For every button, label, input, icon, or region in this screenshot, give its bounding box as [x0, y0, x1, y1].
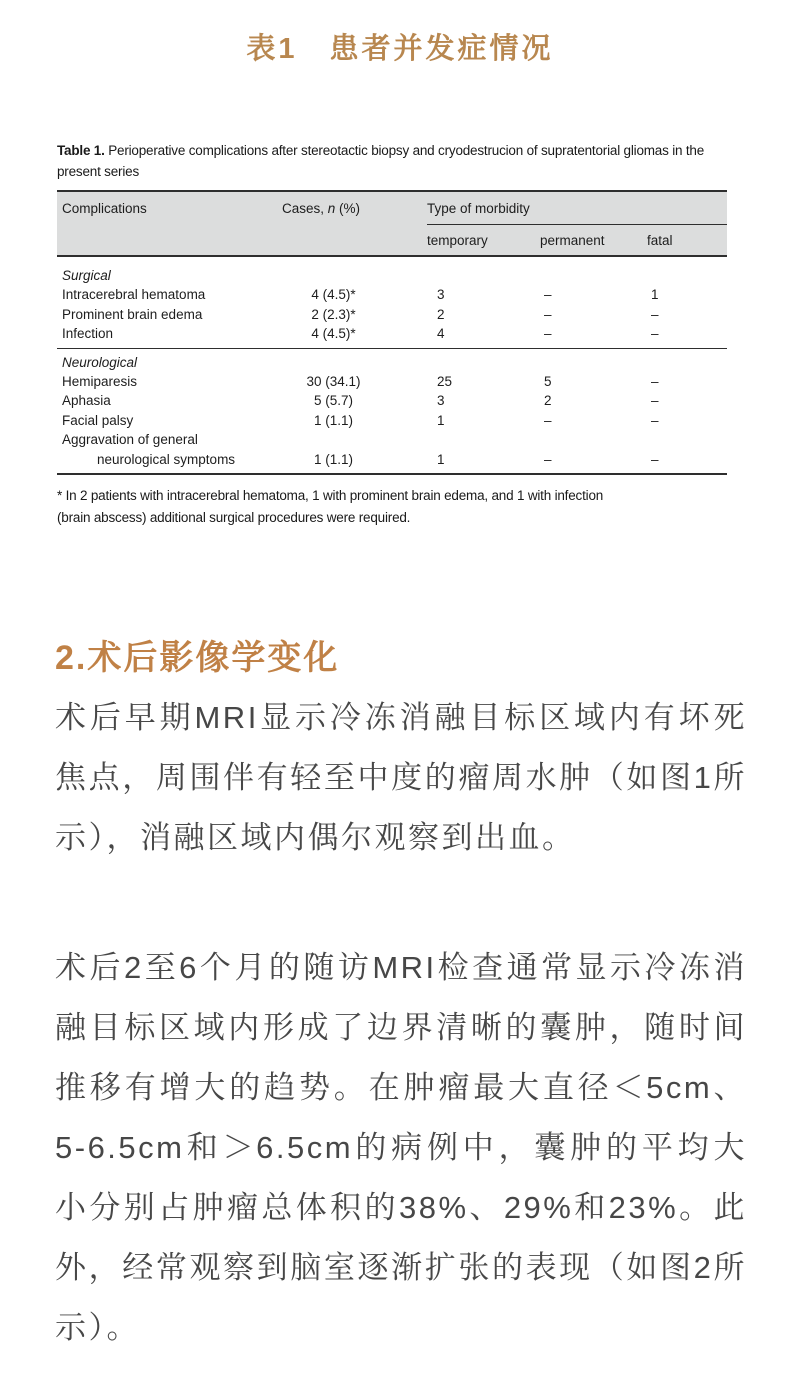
complications-table [57, 190, 727, 475]
row-label: Intracerebral hematoma [62, 287, 206, 303]
cell-permanent: 2 [544, 393, 552, 409]
cell-temporary: 4 [437, 326, 445, 342]
table-row [57, 430, 727, 449]
cell-cases: 5 (5.7) [313, 393, 354, 409]
cell-fatal: – [651, 326, 659, 342]
page-title: 表1 患者并发症情况 [246, 33, 554, 65]
section-label-neurological: Neurological [62, 354, 138, 370]
cell-cases: 1 (1.1) [313, 451, 354, 467]
table-row [57, 391, 727, 410]
footnote-line1: * In 2 patients with intracerebral hematoma, 1 with prominent brain edema, and 1 with infection [57, 488, 604, 504]
cell-permanent: – [544, 306, 552, 322]
table-row [57, 411, 727, 430]
cell-fatal: – [651, 393, 659, 409]
cell-fatal: – [651, 306, 659, 322]
cell-cases: 4 (4.5)* [311, 287, 356, 303]
table-header-row-main [57, 192, 727, 225]
col-header-fatal: fatal [647, 232, 673, 248]
cell-temporary: 1 [437, 451, 445, 467]
cell-permanent: – [544, 287, 552, 303]
table-row [57, 305, 727, 324]
row-label: Infection [62, 326, 114, 342]
cell-temporary: 3 [437, 287, 445, 303]
table-row [57, 285, 727, 304]
cell-cases: 4 (4.5)* [311, 326, 356, 342]
cell-fatal: – [651, 374, 659, 390]
table1-figure [57, 140, 727, 528]
cell-permanent: 5 [544, 374, 552, 390]
footnote-line2: (brain abscess) additional surgical procedures were required. [57, 509, 411, 525]
table-header-row-sub [57, 225, 727, 255]
cell-temporary: 1 [437, 412, 445, 428]
row-label: Hemiparesis [62, 374, 138, 390]
section-divider [57, 348, 727, 349]
cell-temporary: 25 [437, 374, 453, 390]
table-header [57, 190, 727, 257]
table-caption-text: Perioperative complications after stereotactic biopsy and cryodestrucion of supratentorial gliomas in the present series [57, 143, 705, 179]
cell-permanent: – [544, 412, 552, 428]
cell-fatal: – [651, 451, 659, 467]
table-caption-label: Table 1. [57, 143, 105, 158]
cell-cases: 1 (1.1) [313, 412, 354, 428]
paragraph-2: 术后2至6个月的随访MRI检查通常显示冷冻消融目标区域内形成了边界清晰的囊肿，随时间推移有增大的趋势。在肿瘤最大直径＜5cm、5-6.5cm和＞6.5cm的病例中，囊肿的平均大小分别占肿瘤总体积的38%、29%和23%。此外，经常观察到脑室逐渐扩张的表现（如图2所示）。 [55, 950, 747, 1346]
cell-fatal: 1 [651, 287, 659, 303]
col-header-type-of-morbidity: Type of morbidity [427, 192, 727, 225]
row-label: Facial palsy [62, 412, 134, 428]
cell-temporary: 3 [437, 393, 445, 409]
cell-permanent: – [544, 451, 552, 467]
col-header-permanent: permanent [540, 232, 605, 248]
col-header-cases: Cases, n (%) [282, 201, 361, 216]
col-header-temporary: temporary [427, 232, 488, 248]
row-label: Prominent brain edema [62, 306, 203, 322]
table-row [57, 324, 727, 343]
table-row [57, 450, 727, 469]
col-header-complications: Complications [62, 201, 147, 216]
section-heading: 2.术后影像学变化 [55, 639, 340, 678]
cell-permanent: – [544, 326, 552, 342]
cell-temporary: 2 [437, 306, 445, 322]
row-label-line1: Aggravation of general [62, 432, 198, 448]
row-label: Aphasia [62, 393, 111, 409]
table-row [57, 372, 727, 391]
cell-cases: 2 (2.3)* [311, 306, 356, 322]
cell-cases: 30 (34.1) [306, 374, 361, 390]
row-label-line2: neurological symptoms [97, 451, 236, 467]
paragraph-1: 术后早期MRI显示冷冻消融目标区域内有坏死焦点，周围伴有轻至中度的瘤周水肿（如图1所示），消融区域内偶尔观察到出血。 [55, 700, 747, 856]
table-caption [57, 140, 727, 182]
table-body [57, 257, 727, 475]
section-label-surgical: Surgical [62, 268, 111, 283]
cell-fatal: – [651, 412, 659, 428]
table-footnote [57, 485, 727, 528]
